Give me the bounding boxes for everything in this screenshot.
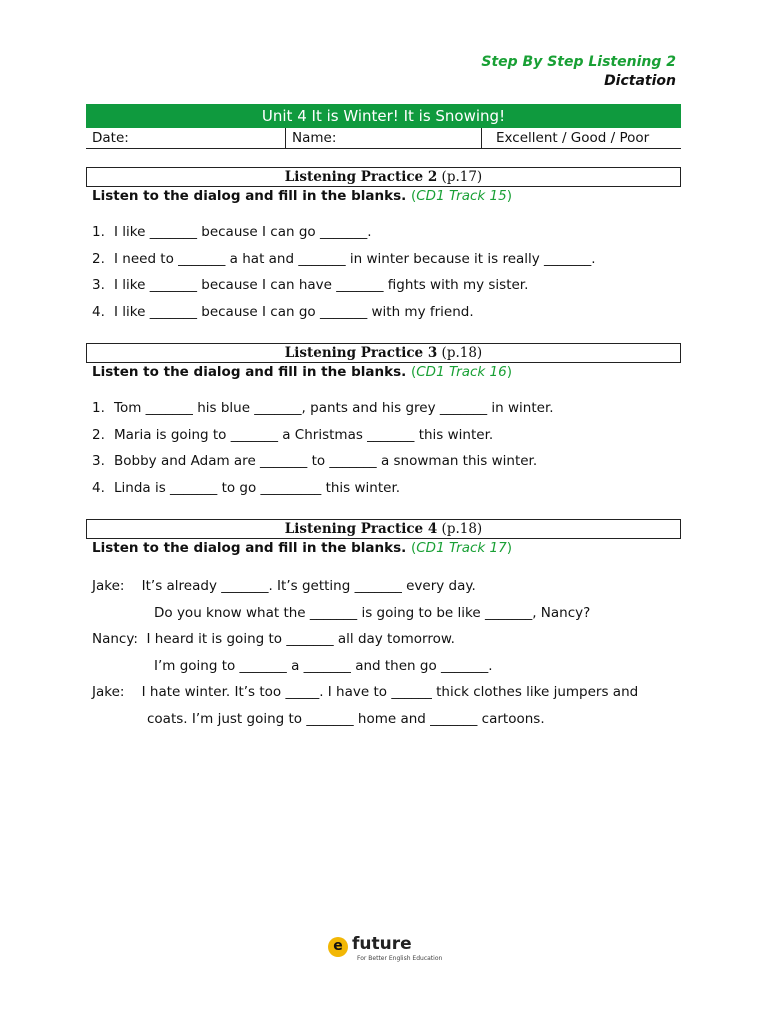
list-item: 4. I like _______ because I can go _______ with my friend. xyxy=(92,303,474,320)
section-title-text: Listening Practice 3 xyxy=(284,345,438,361)
dialog-text: I hate winter. It’s too _____. I have to ______ thick clothes like jumpers and xyxy=(141,684,639,701)
dialog-line xyxy=(92,628,681,655)
section-title xyxy=(86,343,681,363)
track-label: CD1 Track 16 xyxy=(416,364,507,380)
speaker: Jake: xyxy=(92,578,125,594)
logo-e-icon: e xyxy=(328,937,348,957)
item-text: I like _______ because I can have _______ fights with my sister. xyxy=(114,277,529,293)
dialog-line xyxy=(92,708,681,735)
dialog-text: I heard it is going to _______ all day tomorrow. xyxy=(146,631,455,648)
section-title xyxy=(86,519,681,539)
list-item: 3. Bobby and Adam are _______ to _______ a snowman this winter. xyxy=(92,453,538,469)
dialog-line xyxy=(92,681,681,708)
question-list xyxy=(92,397,681,503)
section-page: (p.17) xyxy=(441,169,483,185)
item-text: I like _______ because I can go _______. xyxy=(114,224,372,240)
unit-title: Unit 4 It is Winter! It is Snowing! xyxy=(86,104,681,128)
instruction xyxy=(92,539,681,559)
speaker: Nancy: xyxy=(92,631,138,648)
logo-wordmark: future xyxy=(352,934,412,954)
logo-tagline: For Better English Education xyxy=(357,955,443,962)
list-item: 4. Linda is _______ to go _________ this winter. xyxy=(92,479,401,496)
series-title: Step By Step Listening 2 xyxy=(481,54,676,70)
list-item: 3. I like _______ because I can have _______ fights with my sister. xyxy=(92,277,529,293)
date-field: Date: xyxy=(86,128,286,148)
question-list xyxy=(92,221,681,327)
grade-field: Excellent / Good / Poor xyxy=(496,130,650,146)
section-page: (p.18) xyxy=(441,345,483,361)
instruction-text: Listen to the dialog and fill in the blanks. xyxy=(92,188,407,204)
dialog-line xyxy=(92,655,681,682)
item-text: I like _______ because I can go _______ with my friend. xyxy=(114,303,474,320)
speaker: Jake: xyxy=(92,684,125,701)
instruction-text: Listen to the dialog and fill in the blanks. xyxy=(92,540,407,556)
instruction xyxy=(92,363,681,383)
instruction xyxy=(92,187,681,207)
list-item: 2. Maria is going to _______ a Christmas _______ this winter. xyxy=(92,426,494,443)
dialog-line xyxy=(92,602,681,629)
item-text: Tom _______ his blue _______, pants and his grey _______ in winter. xyxy=(114,400,554,416)
section-title-text: Listening Practice 4 xyxy=(284,521,438,537)
section-title-text: Listening Practice 2 xyxy=(284,169,438,185)
list-item: 1. Tom _______ his blue _______, pants and his grey _______ in winter. xyxy=(92,400,554,416)
section-page: (p.18) xyxy=(441,521,483,537)
section-title xyxy=(86,167,681,187)
list-item: 2. I need to _______ a hat and _______ in winter because it is really _______. xyxy=(92,250,596,267)
listening-practice-3 xyxy=(86,343,681,503)
list-item: 1. I like _______ because I can go _______. xyxy=(92,224,372,240)
track-reference: (CD1 Track 17) xyxy=(410,540,512,556)
dialog-text: Do you know what the _______ is going to be like _______, Nancy? xyxy=(154,604,591,621)
item-text: Linda is _______ to go _________ this winter. xyxy=(114,479,401,496)
document-subtitle: Dictation xyxy=(604,73,676,89)
unit-header-table xyxy=(86,104,681,149)
dialog-text: coats. I’m just going to _______ home and _______ cartoons. xyxy=(147,710,545,727)
dialog-line xyxy=(92,575,681,602)
item-text: I need to _______ a hat and _______ in winter because it is really _______. xyxy=(114,250,596,267)
dialog-text: I’m going to _______ a _______ and then go _______. xyxy=(154,657,493,674)
track-label: CD1 Track 17 xyxy=(416,540,507,556)
item-text: Bobby and Adam are _______ to _______ a snowman this winter. xyxy=(114,453,538,469)
track-reference: (CD1 Track 16) xyxy=(410,364,512,380)
track-label: CD1 Track 15 xyxy=(416,188,507,204)
track-reference: (CD1 Track 15) xyxy=(410,188,512,204)
instruction-text: Listen to the dialog and fill in the blanks. xyxy=(92,364,407,380)
item-text: Maria is going to _______ a Christmas _______ this winter. xyxy=(114,426,494,443)
efuture-logo xyxy=(328,936,448,966)
listening-practice-4 xyxy=(86,519,681,735)
document-header xyxy=(481,53,676,91)
listening-practice-2 xyxy=(86,167,681,327)
dialog-text: It’s already _______. It’s getting _______ every day. xyxy=(141,578,476,594)
dialog xyxy=(92,575,681,735)
name-field: Name: xyxy=(286,128,482,148)
student-info-row xyxy=(86,128,681,149)
